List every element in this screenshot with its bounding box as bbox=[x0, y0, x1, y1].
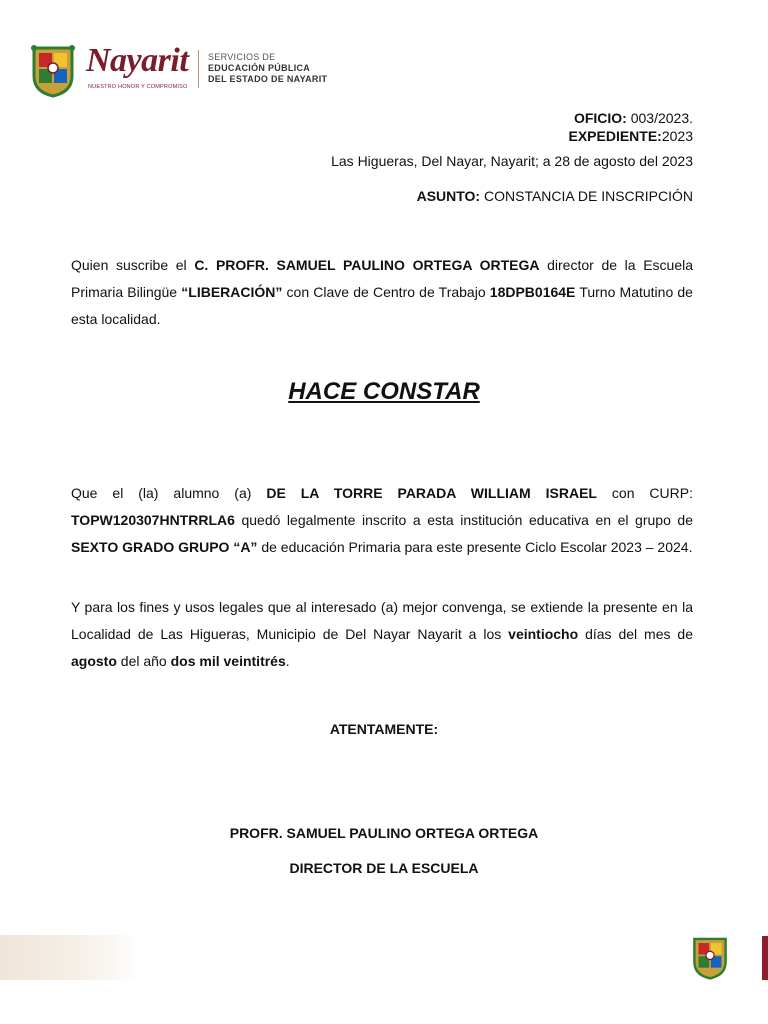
purpose-paragraph bbox=[71, 594, 693, 675]
asunto-label: ASUNTO: bbox=[416, 188, 481, 204]
school-code: 18DPB0164E bbox=[489, 284, 576, 300]
issue-month: agosto bbox=[71, 653, 117, 669]
brand-motto: NUESTRO HONOR Y COMPROMISO bbox=[88, 84, 188, 90]
certification-paragraph bbox=[71, 480, 693, 561]
oficio-value: 003/2023. bbox=[626, 110, 693, 126]
document-title: HACE CONSTAR bbox=[288, 378, 480, 405]
text-run: director de la Escuela Primaria Bilingüe bbox=[71, 257, 693, 300]
text-run: del año bbox=[116, 653, 171, 669]
agency-name bbox=[208, 52, 327, 85]
text-run: Quien suscribe el bbox=[71, 257, 195, 273]
brand-name: Nayarit bbox=[86, 42, 189, 79]
agency-line: DEL ESTADO DE NAYARIT bbox=[208, 74, 328, 84]
school-name: “LIBERACIÓN” bbox=[181, 284, 283, 300]
place-date: Las Higueras, Del Nayar, Nayarit; a 28 de agosto del 2023 bbox=[331, 153, 693, 169]
intro-paragraph bbox=[71, 252, 693, 333]
text-run: días del mes de bbox=[578, 626, 693, 642]
issue-day: veintiocho bbox=[508, 626, 579, 642]
expediente-line bbox=[568, 128, 693, 144]
student-curp: TOPW120307HNTRRLA6 bbox=[71, 512, 235, 528]
expediente-value: 2023 bbox=[661, 128, 693, 144]
footer-band bbox=[0, 935, 140, 980]
header-logo bbox=[28, 40, 348, 100]
footer-bar bbox=[762, 936, 768, 980]
asunto-value: CONSTANCIA DE INSCRIPCIÓN bbox=[480, 188, 693, 204]
closing: ATENTAMENTE: bbox=[329, 721, 439, 737]
signature-title: DIRECTOR DE LA ESCUELA bbox=[289, 860, 479, 876]
oficio-line bbox=[574, 110, 693, 126]
text-run: Que el (la) alumno (a) bbox=[71, 485, 267, 501]
oficio-label: OFICIO: bbox=[573, 110, 627, 126]
text-run: quedó legalmente inscrito a esta institución educativa en el grupo de bbox=[234, 512, 693, 528]
director-name: C. PROFR. SAMUEL PAULINO ORTEGA ORTEGA bbox=[194, 257, 540, 273]
text-run: con CURP: bbox=[596, 485, 693, 501]
agency-line: EDUCACIÓN PÚBLICA bbox=[208, 63, 311, 73]
signature-name: PROFR. SAMUEL PAULINO ORTEGA ORTEGA bbox=[229, 825, 539, 841]
brand-divider bbox=[198, 50, 199, 88]
expediente-label: EXPEDIENTE: bbox=[568, 128, 662, 144]
text-run: de educación Primaria para este presente Ciclo Escolar 2023 – 2024. bbox=[257, 539, 693, 555]
text-run: . bbox=[285, 653, 290, 669]
student-grade: SEXTO GRADO GRUPO “A” bbox=[71, 539, 258, 555]
student-name: DE LA TORRE PARADA WILLIAM ISRAEL bbox=[266, 485, 597, 501]
coat-of-arms-icon bbox=[28, 42, 78, 98]
text-run: con Clave de Centro de Trabajo bbox=[282, 284, 490, 300]
asunto-line bbox=[417, 188, 693, 204]
text-run: Y para los fines y usos legales que al interesado (a) mejor convenga, se extiende la presente en la Localidad de Las Higueras, Municipio de Del Nayar Nayarit a los bbox=[71, 599, 693, 642]
agency-line: SERVICIOS DE bbox=[208, 52, 276, 62]
footer-coat-of-arms-icon bbox=[688, 934, 732, 980]
issue-year: dos mil veintitrés bbox=[170, 653, 286, 669]
text-run: Turno Matutino de esta localidad. bbox=[71, 284, 693, 327]
